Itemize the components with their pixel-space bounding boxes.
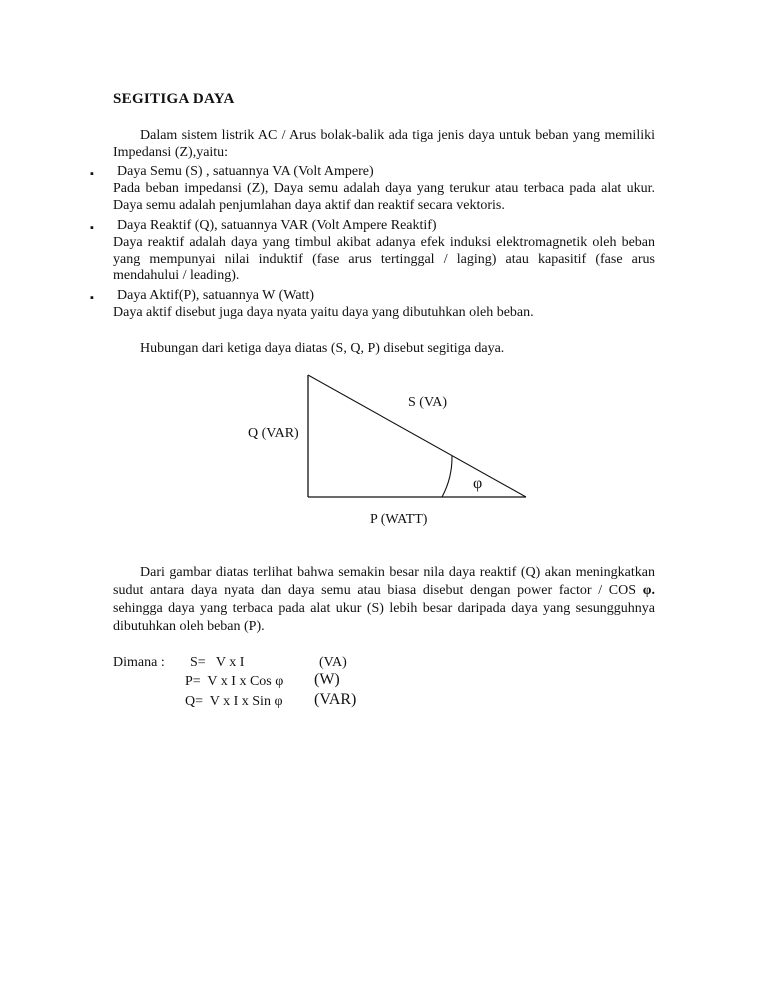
formula-p-unit: (W) <box>314 671 340 688</box>
formula-label: Dimana : <box>113 655 165 670</box>
formula-s: S= V x I <box>190 655 245 670</box>
formula-s-unit: (VA) <box>319 655 347 670</box>
explanation-paragraph <box>113 564 655 636</box>
power-triangle-diagram <box>240 368 540 533</box>
triangle-figure <box>240 368 540 533</box>
bullet-icon: ▪ <box>90 168 94 180</box>
item-heading-daya-semu: Daya Semu (S) , satuannya VA (Volt Ampere) <box>117 164 374 179</box>
item-body-daya-aktif: Daya aktif disebut juga daya nyata yaitu daya yang dibutuhkan oleh beban. <box>113 305 534 320</box>
formula-p: P= V x I x Cos φ <box>185 674 284 689</box>
bullet-icon: ▪ <box>90 292 94 304</box>
explanation-phi: φ. <box>642 583 656 598</box>
explanation-text-2: sehingga daya yang terbaca pada alat ukur (S) lebih besar daripada daya yang sesungguhnya dibutuhkan oleh beban (P). <box>113 601 655 634</box>
formula-q: Q= V x I x Sin φ <box>185 694 283 709</box>
label-q: Q (VAR) <box>248 426 299 441</box>
item-body-daya-reaktif: Daya reaktif adalah daya yang timbul akibat adanya efek induksi elektromagnetik oleh beban yang mempunyai nilai induktif (fase arus tertinggal / laging) atau kapasitif (fase arus mendahului / leading). <box>113 235 655 283</box>
angle-arc <box>442 456 452 497</box>
explanation-text-1: Dari gambar diatas terlihat bahwa semakin besar nila daya reaktif (Q) akan meningkatkan sudut antara daya nyata dan daya semu atau biasa disebut dengan power factor / COS <box>113 565 655 598</box>
formula-q-unit: (VAR) <box>314 691 357 708</box>
page-title: SEGITIGA DAYA <box>113 91 235 107</box>
item-heading-daya-reaktif: Daya Reaktif (Q), satuannya VAR (Volt Ampere Reaktif) <box>117 218 437 233</box>
item-body-daya-semu: Pada beban impedansi (Z), Daya semu adalah daya yang terukur atau terbaca pada alat ukur. Daya semu adalah penjumlahan daya aktif dan reaktif secara vektoris. <box>113 181 655 213</box>
label-s: S (VA) <box>408 395 448 410</box>
s-side <box>308 375 526 497</box>
label-angle: φ <box>473 475 483 492</box>
bullet-icon: ▪ <box>90 222 94 234</box>
relation-paragraph: Hubungan dari ketiga daya diatas (S, Q, P) disebut segitiga daya. <box>140 341 505 356</box>
label-p: P (WATT) <box>370 512 428 527</box>
intro-paragraph: Dalam sistem listrik AC / Arus bolak-balik ada tiga jenis daya untuk beban yang memiliki Impedansi (Z),yaitu: <box>113 128 655 160</box>
item-heading-daya-aktif: Daya Aktif(P), satuannya W (Watt) <box>117 288 315 303</box>
